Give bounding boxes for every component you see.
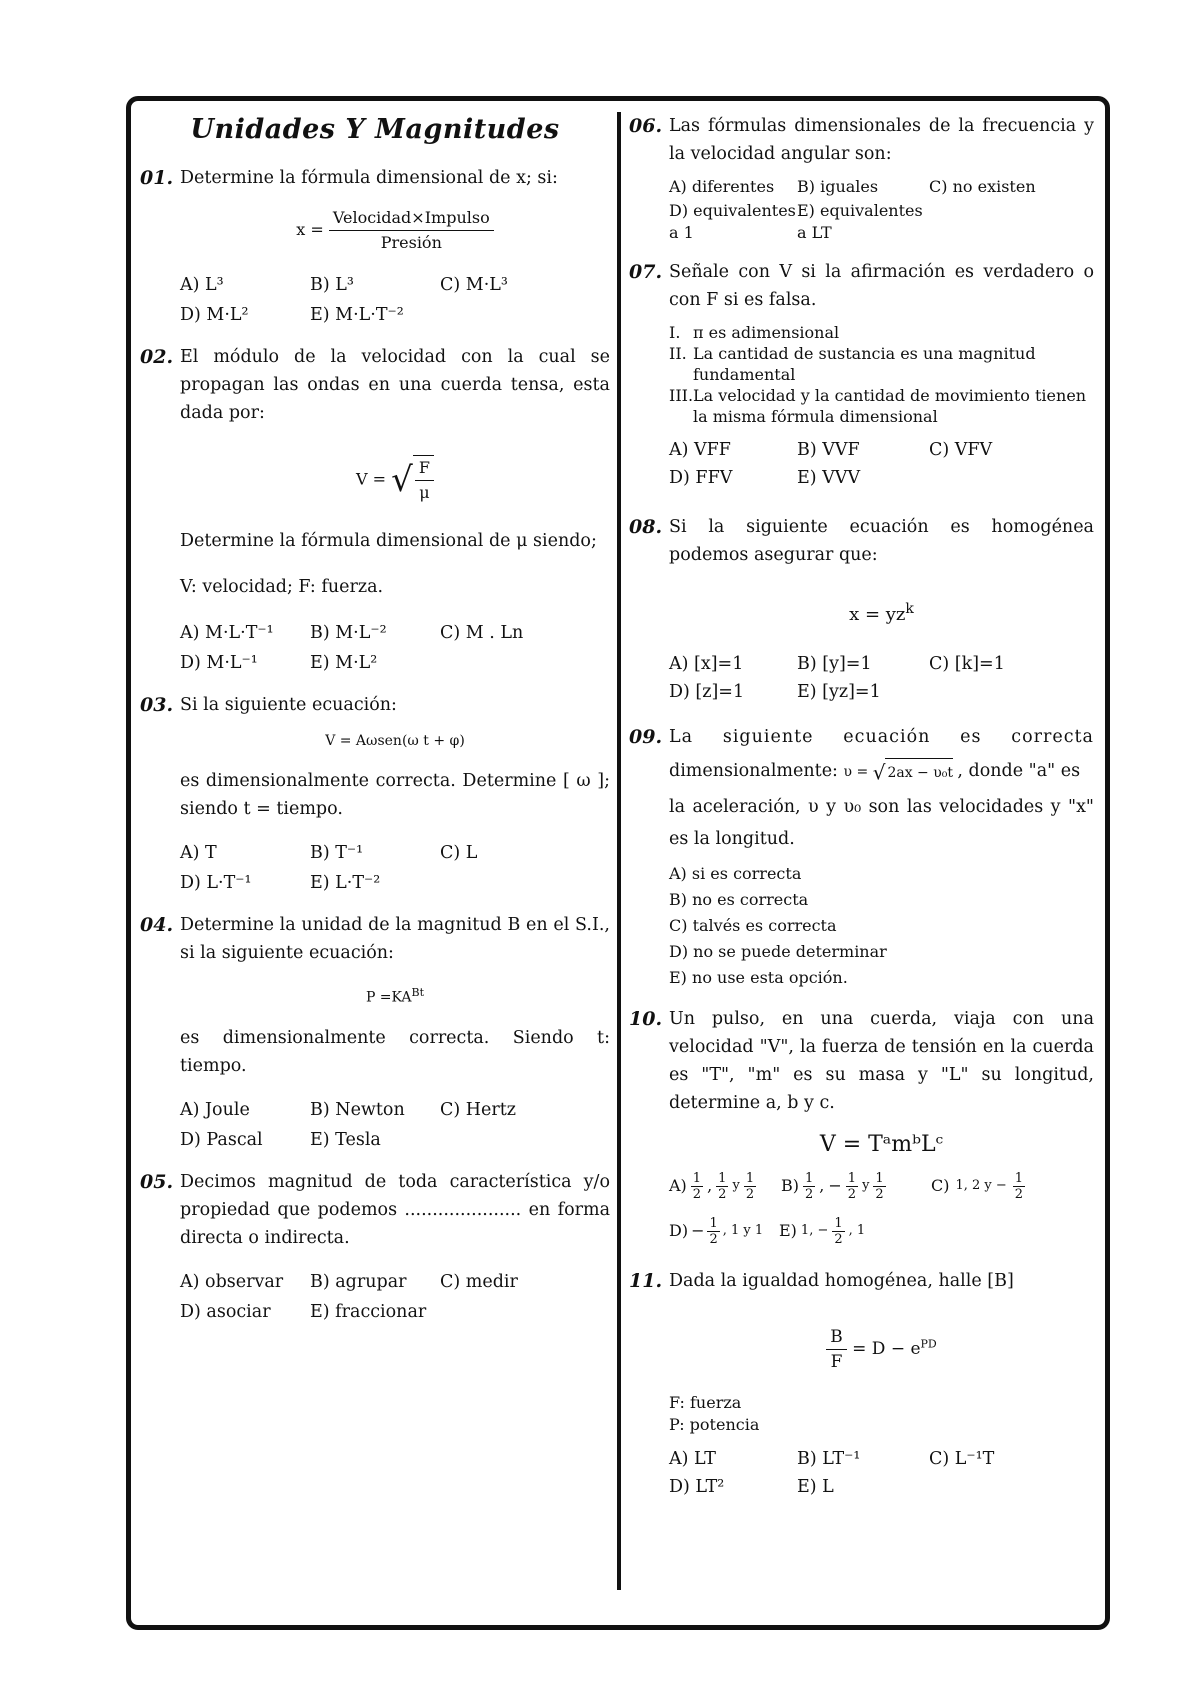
option-b: B) L³ <box>310 275 354 295</box>
answer-options <box>180 271 610 329</box>
formula-lhs: υ = <box>843 764 869 780</box>
option-a: A) LT <box>669 1448 716 1469</box>
option-b: B) LT⁻¹ <box>797 1448 861 1469</box>
question-text-inline-formula <box>669 757 1094 787</box>
fraction-numerator: F <box>415 456 434 481</box>
fraction <box>716 1171 728 1202</box>
question-04 <box>140 911 610 1154</box>
question-05 <box>140 1168 610 1326</box>
fraction-numerator: 1 <box>1014 1170 1024 1186</box>
option-e: E) L <box>797 1476 834 1497</box>
fraction-numerator: 1 <box>709 1215 718 1231</box>
question-06 <box>629 112 1094 244</box>
options-row-1 <box>669 1171 1094 1202</box>
option-body: 1, 2 y − <box>955 1178 1007 1193</box>
roman-numeral: III. <box>669 386 694 405</box>
question-number: 04. <box>140 914 174 936</box>
answer-options <box>669 437 1094 491</box>
formula <box>180 979 610 1012</box>
question-number: 05. <box>140 1170 174 1193</box>
formula <box>669 595 1094 629</box>
fraction-denominator: 2 <box>692 1186 702 1202</box>
statement-1 <box>669 322 1094 343</box>
answer-options <box>669 1171 1094 1247</box>
option-e <box>779 1216 865 1247</box>
option-body: , 1 y 1 <box>722 1223 764 1238</box>
option-c: C) M·L³ <box>440 275 508 295</box>
question-number: 06. <box>629 115 663 137</box>
option-b: B) agrupar <box>310 1271 407 1292</box>
option-label: C) <box>931 1176 950 1195</box>
answer-options <box>180 1096 610 1154</box>
fraction-denominator: 2 <box>1014 1186 1024 1202</box>
fraction-denominator: Presión <box>380 233 442 252</box>
conjunction: y <box>862 1178 870 1193</box>
formula <box>669 1325 1094 1374</box>
option-c: C) VFV <box>929 440 993 460</box>
answer-options <box>180 619 610 677</box>
page-title: Unidades Y Magnitudes <box>190 114 560 145</box>
fraction <box>691 1171 703 1202</box>
question-number: 10. <box>629 1007 663 1030</box>
question-text-3: V: velocidad; F: fuerza. <box>180 577 384 597</box>
radicand <box>413 455 434 505</box>
option-a: A) L³ <box>180 275 224 295</box>
option-e: E) [yz]=1 <box>797 682 881 702</box>
option-c: C) L⁻¹T <box>929 1448 995 1469</box>
answer-options <box>669 651 1094 705</box>
option-b: B) iguales <box>797 177 879 196</box>
fraction <box>873 1171 885 1202</box>
fraction <box>846 1171 858 1202</box>
left-column <box>140 112 610 1340</box>
formula-exponent: Bt <box>411 986 425 999</box>
option-d: D) equivalentes a 1 <box>669 201 796 242</box>
option-a: A) T <box>180 843 217 863</box>
option-c: C) M . Ln <box>440 623 524 643</box>
option-c: C) L <box>440 843 478 863</box>
question-03 <box>140 691 610 897</box>
option-e: E) L·T⁻² <box>310 873 381 893</box>
definition-2: P: potencia <box>669 1414 760 1434</box>
option-d: D) FFV <box>669 468 733 488</box>
statement-3 <box>669 385 1094 427</box>
fraction-denominator: 2 <box>805 1186 814 1202</box>
question-number: 01. <box>140 167 174 189</box>
option-head: 1, − <box>800 1223 829 1238</box>
option-a: A) Joule <box>180 1099 250 1120</box>
comma: , <box>707 1176 713 1195</box>
option-d <box>669 1216 779 1247</box>
question-text: Si la siguiente ecuación: <box>180 695 397 715</box>
option-b: B) no es correcta <box>669 889 809 909</box>
statement-2 <box>669 343 1094 385</box>
option-a: A) M·L·T⁻¹ <box>180 623 274 643</box>
formula-exponent: k <box>905 601 914 617</box>
fraction-denominator: F <box>830 1351 843 1372</box>
question-number: 09. <box>629 726 663 748</box>
option-e: E) equivalentes a LT <box>797 201 923 242</box>
option-a: A) observar <box>180 1271 284 1292</box>
option-a: A) diferentes <box>669 177 775 196</box>
question-text-2: es dimensionalmente correcta. Determine [ ω ]; siendo t = tiempo. <box>180 771 610 819</box>
radical-sign: √ <box>872 760 886 784</box>
option-e: E) fraccionar <box>310 1301 427 1322</box>
question-09 <box>629 723 1094 991</box>
option-d: D) M·L² <box>180 305 249 325</box>
statement-text: La cantidad de sustancia es una magnitud fundamental <box>693 344 1036 384</box>
fraction-numerator: 1 <box>805 1170 814 1186</box>
question-text-2: Determine la fórmula dimensional de μ siendo; <box>180 531 597 551</box>
radicand: 2ax − υ₀t <box>885 758 953 787</box>
option-a: A) VFF <box>669 440 731 460</box>
fraction-denominator: 2 <box>745 1186 755 1202</box>
option-b <box>781 1171 931 1202</box>
statement-text: π es adimensional <box>693 323 840 342</box>
formula-fraction <box>329 206 494 255</box>
options-row-2 <box>669 1216 1094 1247</box>
formula: V = Aωsen(ω t + φ) <box>325 733 465 749</box>
column-divider <box>617 112 621 1590</box>
option-c <box>931 1171 1025 1202</box>
answer-options <box>669 861 1094 991</box>
definition-1: F: fuerza <box>669 1392 742 1412</box>
fraction-numerator: B <box>826 1325 847 1350</box>
option-e: E) VVV <box>797 468 861 488</box>
radical-sign: √ <box>391 460 413 500</box>
question-10 <box>629 1005 1094 1247</box>
option-e: E) Tesla <box>310 1129 381 1150</box>
question-number: 02. <box>140 346 174 368</box>
option-d: D) M·L⁻¹ <box>180 653 258 673</box>
answer-options <box>669 176 1094 244</box>
question-11 <box>629 1267 1094 1500</box>
question-02 <box>140 343 610 677</box>
formula-base: P =KA <box>365 989 412 1006</box>
option-d: D) asociar <box>180 1301 271 1322</box>
statements <box>669 322 1094 427</box>
question-text: Si la siguiente ecuación es homogénea podemos asegurar que: <box>669 517 1094 565</box>
option-d: D) no se puede determinar <box>669 941 887 961</box>
question-text: La siguiente ecuación es correcta <box>669 727 1094 747</box>
formula <box>180 455 610 505</box>
option-d: D) Pascal <box>180 1129 263 1150</box>
fraction-numerator: 1 <box>692 1170 702 1186</box>
option-d: D) L·T⁻¹ <box>180 873 252 893</box>
question-text: Determine la fórmula dimensional de x; si: <box>180 168 558 188</box>
option-a <box>669 1171 781 1202</box>
answer-options <box>180 1268 610 1326</box>
option-e: E) no use esta opción. <box>669 967 848 987</box>
question-text: Decimos magnitud de toda característica y/o propiedad que podemos ..................... en forma directa o indirecta. <box>180 1171 610 1248</box>
fraction-numerator: 1 <box>875 1170 884 1186</box>
formula: V = TᵃmᵇLᶜ <box>819 1131 944 1157</box>
inline-formula <box>843 760 958 784</box>
roman-numeral: II. <box>669 344 687 363</box>
conjunction: y <box>732 1178 740 1193</box>
question-number: 08. <box>629 516 663 538</box>
minus: − <box>828 1176 842 1195</box>
roman-numeral: I. <box>669 323 681 342</box>
question-text-2: es dimensionalmente correcta. Siendo t: tiempo. <box>180 1027 610 1076</box>
fraction <box>832 1216 844 1247</box>
fraction-numerator: 1 <box>834 1215 843 1231</box>
option-b: B) Newton <box>310 1099 405 1120</box>
option-label: A) <box>669 1176 687 1195</box>
fraction-numerator: 1 <box>745 1170 755 1186</box>
fraction <box>1013 1171 1025 1202</box>
question-text: Dada la igualdad homogénea, halle [B] <box>669 1270 1014 1291</box>
option-a: A) si es correcta <box>669 863 802 883</box>
option-b: B) VVF <box>797 440 860 460</box>
option-d: D) [z]=1 <box>669 682 745 702</box>
option-a: A) [x]=1 <box>669 654 744 674</box>
question-text-c: , donde "a" es <box>957 761 1081 781</box>
fraction-denominator: 2 <box>718 1186 727 1202</box>
formula-lhs: V = <box>356 469 387 489</box>
fraction-numerator: 1 <box>718 1170 727 1186</box>
comma: , <box>819 1176 825 1195</box>
fraction-denominator: μ <box>419 483 430 502</box>
option-b: B) T⁻¹ <box>310 843 364 863</box>
option-label: B) <box>781 1176 799 1195</box>
formula-fraction <box>415 456 434 505</box>
fraction <box>707 1216 719 1247</box>
option-e: E) M·L² <box>310 653 378 673</box>
question-07 <box>629 258 1094 491</box>
option-label: D) <box>669 1221 689 1240</box>
question-text: Determine la unidad de la magnitud B en el S.I., si la siguiente ecuación: <box>180 915 610 963</box>
fraction-denominator: 2 <box>834 1231 843 1247</box>
question-01 <box>140 164 610 329</box>
fraction <box>744 1171 756 1202</box>
fraction-denominator: 2 <box>709 1231 718 1247</box>
right-column <box>629 112 1094 1514</box>
fraction <box>803 1171 815 1202</box>
answer-options <box>180 839 610 897</box>
question-number: 11. <box>629 1269 663 1292</box>
option-d: D) LT² <box>669 1476 725 1497</box>
question-text-b: dimensionalmente: <box>669 761 838 781</box>
fraction-numerator: 1 <box>847 1170 857 1186</box>
question-text: El módulo de la velocidad con la cual se propagan las ondas en una cuerda tensa, esta dada por: <box>180 347 610 423</box>
fraction-numerator: Velocidad×Impulso <box>329 206 494 231</box>
formula-exponent: PD <box>920 1336 937 1350</box>
definitions <box>669 1392 1094 1436</box>
option-b: B) [y]=1 <box>797 654 872 674</box>
formula-base: x = yz <box>849 604 906 625</box>
question-08 <box>629 513 1094 705</box>
question-text-2: la aceleración, υ y υ₀ son las velocidades y "x" es la longitud. <box>669 796 1094 849</box>
option-c: C) no existen <box>929 177 1036 196</box>
minus: − <box>691 1221 705 1240</box>
square-root <box>391 455 434 505</box>
question-number: 07. <box>629 261 663 283</box>
option-c: C) [k]=1 <box>929 654 1005 674</box>
option-c: C) talvés es correcta <box>669 915 837 935</box>
option-c: C) Hertz <box>440 1099 517 1120</box>
fraction-denominator: 2 <box>875 1186 884 1202</box>
question-text: Señale con V si la afirmación es verdadero o con F si es falsa. <box>669 262 1094 310</box>
option-c: C) medir <box>440 1271 518 1292</box>
formula <box>180 206 610 255</box>
formula-rhs: = D − e <box>852 1338 921 1359</box>
square-root <box>873 758 953 787</box>
formula-lhs: x = <box>296 220 324 239</box>
question-number: 03. <box>140 694 174 716</box>
option-tail: , 1 <box>848 1223 866 1238</box>
question-text: Un pulso, en una cuerda, viaja con una velocidad "V", la fuerza de tensión en la cuerda es "T", "m" es su masa y "L" su longitud, determine a, b y c. <box>669 1008 1094 1113</box>
question-text: Las fórmulas dimensionales de la frecuencia y la velocidad angular son: <box>669 116 1094 164</box>
option-e: E) M·L·T⁻² <box>310 305 404 325</box>
option-b: B) M·L⁻² <box>310 623 387 643</box>
option-label: E) <box>779 1221 797 1240</box>
formula-fraction <box>826 1325 847 1374</box>
answer-options <box>669 1446 1094 1500</box>
statement-text: La velocidad y la cantidad de movimiento tienen la misma fórmula dimensional <box>693 386 1087 426</box>
fraction-denominator: 2 <box>847 1186 857 1202</box>
